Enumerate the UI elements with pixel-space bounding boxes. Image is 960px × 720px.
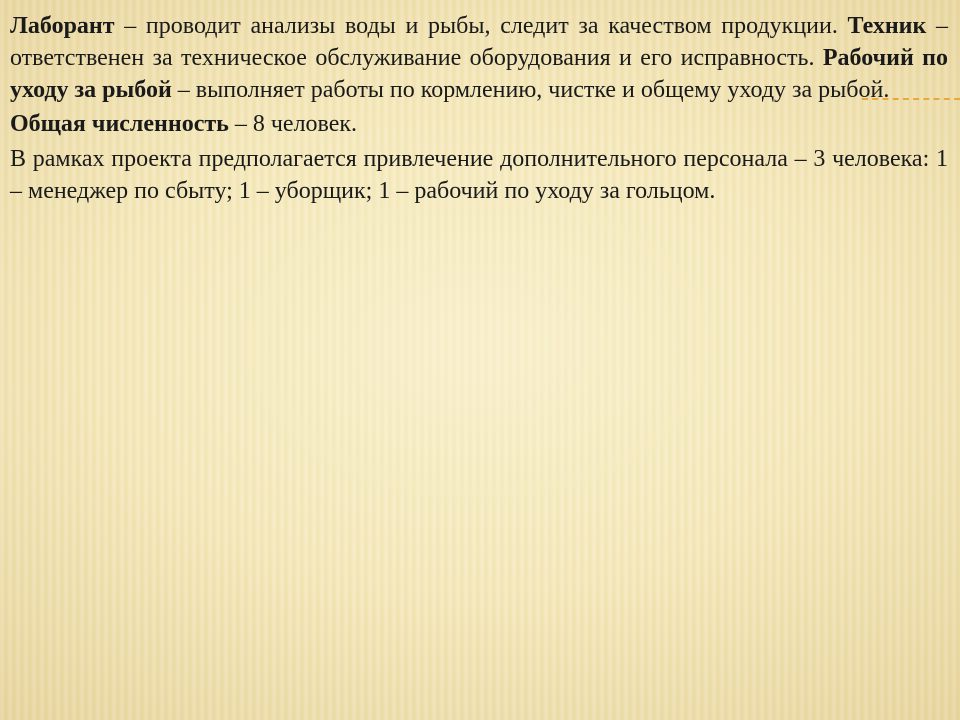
role-desc-fish-worker: – выполняет работы по кормлению, чистке и общему уходу за рыбой.	[171, 77, 890, 104]
role-desc-technician: – ответственен за техническое обслуживание оборудования и его исправность.	[10, 13, 948, 72]
slide-text-body	[10, 10, 948, 207]
additional-staff-text: В рамках проекта предполагается привлечение дополнительного персонала – 3 человека: 1 – менеджер по сбыту; 1 – уборщик; 1 – рабочий по уходу за гольцом.	[10, 145, 948, 204]
paragraph-additional-staff	[10, 143, 948, 207]
role-title-fish-worker: Рабочий по уходу за рыбой	[10, 45, 948, 104]
role-desc-laborant: – проводит анализы воды и рыбы, следит за качеством продукции.	[114, 13, 848, 39]
paragraph-roles	[10, 10, 948, 106]
total-staff-label: Общая численность	[10, 111, 229, 138]
total-staff-value: – 8 человек.	[228, 111, 358, 138]
role-title-technician: Техник	[847, 13, 927, 39]
paragraph-total-staff	[10, 108, 948, 140]
role-title-laborant: Лаборант	[10, 13, 115, 39]
